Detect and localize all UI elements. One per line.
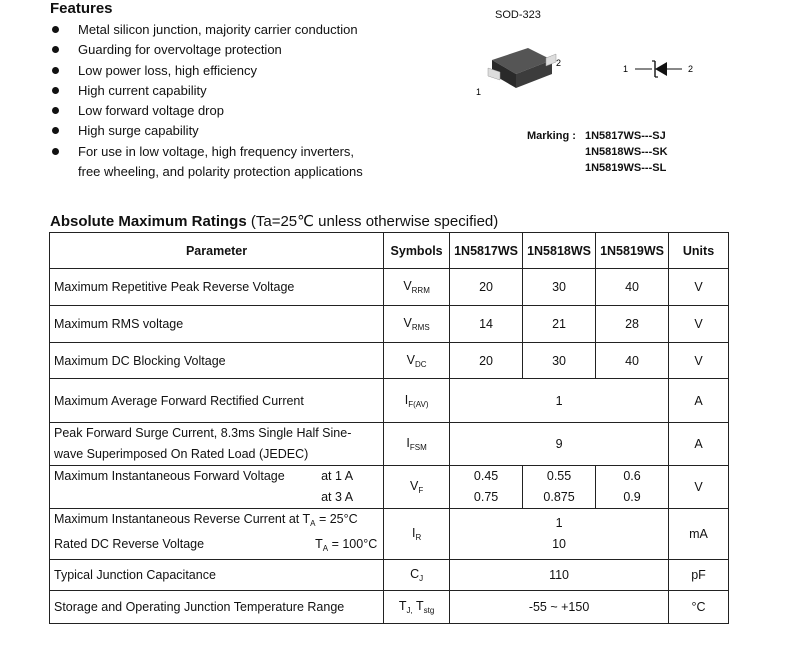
- table-row: Maximum Instantaneous Reverse Current at $T_A = 25^\circ C$ Rated DC Reverse Voltage $T_A = 100^\circ C$ $I_R$ 1 10 mA: [50, 509, 729, 560]
- header-parameter: Parameter: [50, 233, 384, 269]
- package-pin1-label: 1: [476, 87, 482, 97]
- header-1n5818ws: 1N5818WS: [523, 233, 596, 269]
- table-row: Storage and Operating Junction Temperature Range $T_{J,}$ $T_{stg}$ -55 ~ +150 °C: [50, 591, 729, 624]
- diode-symbol-icon: [618, 55, 698, 83]
- table-row: Maximum DC Blocking Voltage $V_{DC}$ 20 30 40 V: [50, 343, 729, 379]
- feature-item: High surge capability: [50, 121, 363, 141]
- section-condition: (Ta=25℃ unless otherwise specified): [246, 213, 499, 230]
- feature-item: Low forward voltage drop: [50, 101, 363, 121]
- bullet-icon: [52, 148, 59, 155]
- ratings-table: [49, 232, 729, 624]
- package-pin2-label: 2: [556, 58, 562, 68]
- table-row: Maximum Repetitive Peak Reverse Voltage $V_{RRM}$ 20 30 40 V: [50, 269, 729, 306]
- table-row: Peak Forward Surge Current, 8.3ms Single Half Sine- wave Superimposed On Rated Load (JEDEC) $I_{FSM}$ 9 A: [50, 423, 729, 466]
- marking-code: 1N5818WS---SK: [585, 146, 668, 158]
- symbol-pin2-label: 2: [688, 64, 694, 74]
- marking-block: [527, 128, 668, 176]
- package-image: [470, 38, 570, 103]
- bullet-icon: [52, 87, 59, 94]
- table-row: Maximum RMS voltage $V_{RMS}$ 14 21 28 V: [50, 306, 729, 343]
- header-1n5819ws: 1N5819WS: [596, 233, 669, 269]
- bullet-icon: [52, 127, 59, 134]
- bullet-icon: [52, 107, 59, 114]
- feature-item: High current capability: [50, 81, 363, 101]
- symbol-pin1-label: 1: [623, 64, 629, 74]
- marking-code: 1N5817WS---SJ: [585, 130, 666, 142]
- header-symbols: Symbols: [384, 233, 450, 269]
- bullet-icon: [52, 26, 59, 33]
- marking-code: 1N5819WS---SL: [585, 162, 667, 174]
- table-row: Maximum Instantaneous Forward Voltage at 1 A at 3 A $V_F$ 0.45 0.75 0.55 0.875 0.6 0.9 V: [50, 466, 729, 509]
- feature-item: For use in low voltage, high frequency inverters,: [50, 142, 363, 162]
- section-title: Absolute Maximum Ratings (Ta=25℃ unless otherwise specified): [50, 213, 499, 230]
- feature-item: Metal silicon junction, majority carrier conduction: [50, 20, 363, 40]
- header-1n5817ws: 1N5817WS: [450, 233, 523, 269]
- bullet-icon: [52, 46, 59, 53]
- table-header-row: [50, 233, 729, 269]
- package-name: SOD-323: [495, 9, 541, 21]
- feature-item: Guarding for overvoltage protection: [50, 40, 363, 60]
- table-row: Maximum Average Forward Rectified Current $I_{F(AV)}$ 1 A: [50, 379, 729, 423]
- header-units: Units: [669, 233, 729, 269]
- feature-item: Low power loss, high efficiency: [50, 61, 363, 81]
- feature-item-continuation: free wheeling, and polarity protection applications: [78, 164, 363, 180]
- bullet-icon: [52, 67, 59, 74]
- marking-label: Marking :: [527, 130, 576, 142]
- table-row: Typical Junction Capacitance $C_J$ 110 pF: [50, 560, 729, 591]
- features-title: Features: [50, 0, 113, 17]
- features-list: [50, 20, 363, 182]
